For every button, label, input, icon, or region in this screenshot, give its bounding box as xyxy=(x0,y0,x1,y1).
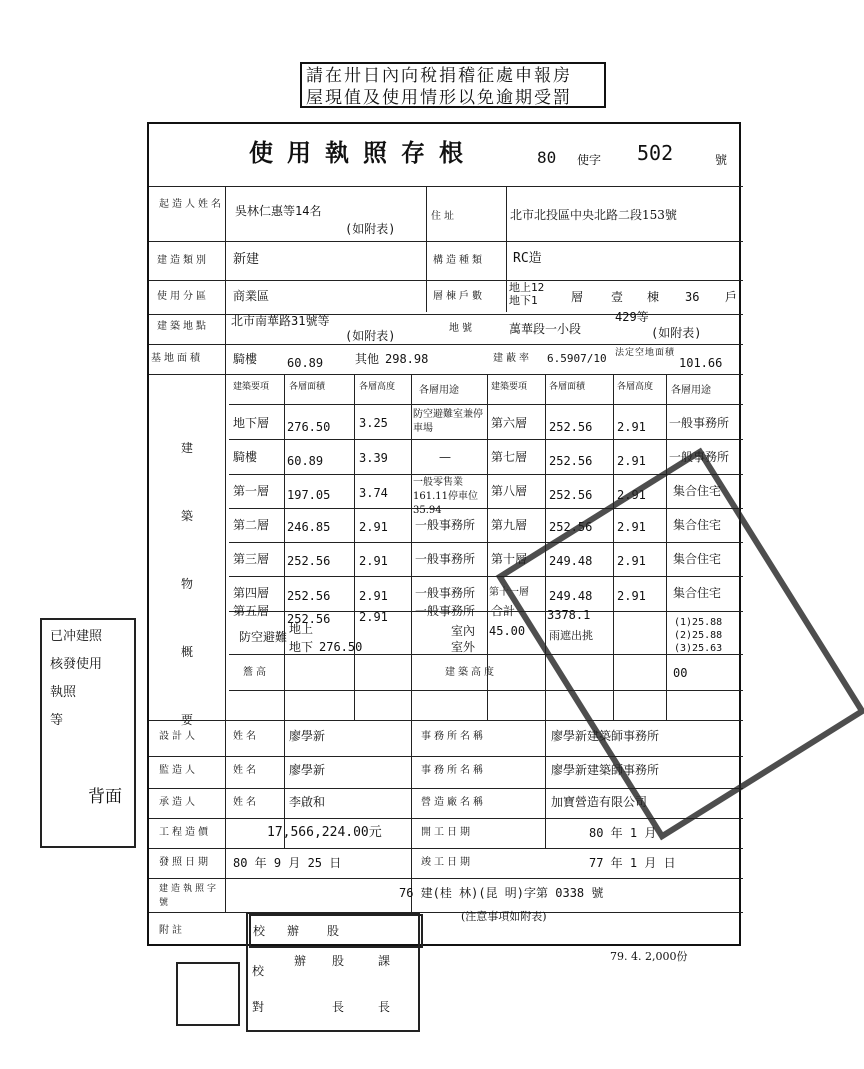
floor-height: 2.91 xyxy=(359,554,388,568)
arcade-label: 騎樓 xyxy=(233,352,258,366)
supervisor-name-label: 姓名 xyxy=(233,765,259,776)
contractor-firm: 加寶營造有限公司 xyxy=(551,795,648,809)
sig-5: 長 xyxy=(332,1000,345,1014)
supervisor-name: 廖學新 xyxy=(289,763,326,777)
supervisor-office: 廖學新建築師事務所 xyxy=(551,763,660,777)
side-char-2: 築 xyxy=(181,509,194,523)
outdoor-label: 室外 xyxy=(451,640,476,654)
notice-line-1: 請在卅日內向稅捐稽征處申報房 xyxy=(306,66,572,86)
floors-down: 地下1 xyxy=(509,294,538,307)
floor-name: 第六層 xyxy=(491,416,528,430)
use-zone-value: 商業區 xyxy=(233,289,270,303)
bcr-value: 6.5907/10 xyxy=(547,352,607,365)
contractor-label: 承造人 xyxy=(159,797,198,808)
open-space-value: 101.66 xyxy=(679,356,723,370)
floor-height: 2.91 xyxy=(359,520,388,534)
sig-2: 對 xyxy=(252,1000,265,1014)
floor-use: 集合住宅 xyxy=(673,552,722,566)
floor-area: 252.56 xyxy=(287,554,331,568)
floor-use: 一般事務所 xyxy=(415,586,476,600)
floor-area: 197.05 xyxy=(287,488,331,502)
address-label: 住址 xyxy=(431,211,457,222)
left-stamp-line-4: 等 xyxy=(50,713,64,728)
floor-use: — xyxy=(439,450,451,464)
floor-name: 第二層 xyxy=(233,518,270,532)
bottom-seal xyxy=(176,962,240,1026)
floor-use: 集合住宅 xyxy=(673,484,722,498)
hu-unit: 戶 xyxy=(725,290,738,304)
side-char-4: 概 xyxy=(181,645,194,659)
floor-name: 第七層 xyxy=(491,450,528,464)
permit-number: 502 xyxy=(637,141,674,165)
approval-1: 校 xyxy=(253,924,266,938)
attach-note: (注意事項如附表) xyxy=(461,910,547,923)
floor-area: 60.89 xyxy=(287,454,324,468)
floors-up: 地上12 xyxy=(509,281,545,294)
floor-name: 第一層 xyxy=(233,484,270,498)
floor-area: 252.56 xyxy=(287,612,331,626)
complete-date-value: 77 年 1 月 日 xyxy=(589,856,676,870)
floor-name: 第八層 xyxy=(491,484,528,498)
cost-label: 工程造價 xyxy=(159,827,211,838)
floor-use: 集合住宅 xyxy=(673,586,722,600)
attach-label: 附註 xyxy=(159,925,185,936)
floor-use: 一般事務所 xyxy=(669,416,730,430)
start-date-value: 80 年 1 月 xyxy=(589,826,657,840)
buildings-count: 壹 xyxy=(611,290,624,304)
build-type-value: 新建 xyxy=(233,252,260,267)
contractor-name-label: 姓名 xyxy=(233,797,259,808)
sig-1: 校 xyxy=(252,964,265,978)
lot-note: (如附表) xyxy=(651,326,702,340)
floor-area: 252.56 xyxy=(287,589,331,603)
floor-name: 地下層 xyxy=(233,416,270,430)
permit-year: 80 xyxy=(537,148,557,167)
shelter-indoor-area: 45.00 xyxy=(489,624,526,638)
eaves-label: 簷高 xyxy=(243,667,269,678)
notice-line-2: 屋現值及使用情形以免逾期受罰 xyxy=(306,88,572,108)
lot-label: 地號 xyxy=(449,323,475,334)
tax-notice-box xyxy=(300,62,606,108)
structure-value: RC造 xyxy=(513,251,542,266)
building-summary-side-label xyxy=(181,414,195,754)
arcade-area: 60.89 xyxy=(287,356,324,370)
print-info: 79. 4. 2,000份 xyxy=(610,950,688,963)
permit-zi: 使字 xyxy=(577,153,602,167)
left-stamp-line-5: 背面 xyxy=(88,787,122,807)
form-title: 使用執照存根 xyxy=(249,138,477,167)
floor-height: 2.91 xyxy=(359,589,388,603)
right-margin-stamp-text xyxy=(748,150,788,450)
issue-date-value: 80 年 9 月 25 日 xyxy=(233,856,342,870)
site-value: 北市南華路31號等 xyxy=(231,314,330,328)
contractor-name: 李啟和 xyxy=(289,795,326,809)
indoor-label: 室內 xyxy=(451,624,476,638)
side-char-1: 建 xyxy=(181,441,194,455)
floor-height: 2.91 xyxy=(617,488,646,502)
floor-use: 一般零售業161.11停車位35.94 xyxy=(413,477,478,516)
open-space-label: 法定空地面積 xyxy=(615,348,676,358)
floors-unit: 層 xyxy=(571,290,584,304)
permit-no-value: 76 建(桂 林)(昆 明)字第 0338 號 xyxy=(399,886,604,900)
floor-height: 3.39 xyxy=(359,451,388,465)
shelter-label: 防空避難 xyxy=(239,630,288,644)
lot-number: 429等 xyxy=(615,310,649,324)
above-label: 地上 xyxy=(289,622,314,636)
households-count: 36 xyxy=(685,290,700,304)
side-char-5: 要 xyxy=(181,713,194,727)
col-area-right: 各層面積 xyxy=(549,382,586,392)
supervisor-office-label: 事務所名稱 xyxy=(421,765,486,776)
floor-use: 一般事務所 xyxy=(415,552,476,566)
floor-height: 2.91 xyxy=(617,454,646,468)
floor-area: 252.56 xyxy=(549,420,593,434)
floor-use: 一般事務所 xyxy=(415,604,476,618)
designer-office-label: 事務所名稱 xyxy=(421,731,486,742)
col-item-right: 建築要項 xyxy=(491,382,528,392)
left-side-stamp xyxy=(40,618,136,848)
floor-name: 第五層 xyxy=(233,604,270,618)
floor-area: 249.48 xyxy=(549,589,593,603)
start-date-label: 開工日期 xyxy=(421,827,473,838)
designer-label: 設計人 xyxy=(159,731,198,742)
floor-area: 3378.1 xyxy=(547,608,591,622)
sig-3: 辦 xyxy=(294,954,307,968)
permit-no-label: 建造執照字號 xyxy=(159,884,220,908)
floor-area: 246.85 xyxy=(287,520,331,534)
floor-area: 276.50 xyxy=(287,420,331,434)
shelter-below-area: 276.50 xyxy=(319,640,363,654)
overhang-label: 雨遮出挑 xyxy=(549,629,593,642)
applicant-label: 起造人姓名 xyxy=(159,199,224,210)
col-area-left: 各層面積 xyxy=(289,382,326,392)
floor-name: 第九層 xyxy=(491,518,528,532)
approval-3: 辦 xyxy=(287,924,300,938)
structure-label: 構造種類 xyxy=(433,255,485,266)
floor-use: 防空避難室兼停車場 xyxy=(413,409,483,434)
overhang-2: (2)25.88 xyxy=(674,630,723,641)
floor-use: 集合住宅 xyxy=(673,518,722,532)
designer-office: 廖學新建築師事務所 xyxy=(551,729,660,743)
applicant-note: (如附表) xyxy=(345,222,396,236)
col-height-left: 各層高度 xyxy=(359,382,396,392)
floor-area: 252.56 xyxy=(549,454,593,468)
col-item-left: 建築要項 xyxy=(233,382,270,392)
complete-date-label: 竣工日期 xyxy=(421,857,473,868)
build-type-label: 建造類別 xyxy=(157,255,209,266)
supervisor-label: 監造人 xyxy=(159,765,198,776)
left-stamp-line-1: 已冲建照 xyxy=(50,629,103,644)
site-note: (如附表) xyxy=(345,329,396,343)
site-label: 建築地點 xyxy=(157,321,209,332)
floor-area: 252.56 xyxy=(549,520,593,534)
floor-use: 一般事務所 xyxy=(415,518,476,532)
building-height-label: 建築高度 xyxy=(445,667,497,678)
col-height-right: 各層高度 xyxy=(617,382,654,392)
floor-name: 合計 xyxy=(491,604,516,618)
address-value: 北市北投區中央北路二段153號 xyxy=(510,208,677,222)
left-stamp-line-3: 執照 xyxy=(50,685,77,700)
sig-4: 股 xyxy=(332,954,345,968)
col-use-left: 各層用途 xyxy=(419,385,459,396)
applicant-name: 吳林仁惠等14名 xyxy=(235,204,322,218)
floor-height: 2.91 xyxy=(617,420,646,434)
floor-name: 第四層 xyxy=(233,586,270,600)
sig-6: 課 xyxy=(378,954,391,968)
other-label: 其他 xyxy=(355,352,380,366)
floor-height: 2.91 xyxy=(617,520,646,534)
dong-unit: 棟 xyxy=(647,290,660,304)
floor-height: 3.25 xyxy=(359,416,388,430)
floor-height: 3.74 xyxy=(359,486,388,500)
cost-value: 17,566,224.00元 xyxy=(267,825,382,840)
floor-area: 252.56 xyxy=(549,488,593,502)
below-label: 地下 xyxy=(289,640,314,654)
approval-4: 股 xyxy=(327,924,340,938)
floor-name: 第十層 xyxy=(491,552,528,566)
floor-area: 249.48 xyxy=(549,554,593,568)
floor-height: 2.91 xyxy=(617,554,646,568)
site-area-label: 基地面積 xyxy=(151,353,203,364)
overhang-3: (3)25.63 xyxy=(674,643,723,654)
col-use-right: 各層用途 xyxy=(671,385,711,396)
floor-name: 騎樓 xyxy=(233,450,258,464)
side-char-3: 物 xyxy=(181,577,194,591)
contractor-firm-label: 營造廠名稱 xyxy=(421,797,486,808)
use-zone-label: 使用分區 xyxy=(157,291,209,302)
lot-value: 萬華段一小段 xyxy=(509,322,582,336)
issue-date-label: 發照日期 xyxy=(159,857,211,868)
floor-height: 2.91 xyxy=(359,610,388,624)
floor-name: 第三層 xyxy=(233,552,270,566)
bcr-label: 建蔽率 xyxy=(493,353,532,364)
floor-name: 第十一層 xyxy=(489,587,529,598)
building-height-value: 00 xyxy=(673,666,688,680)
floor-height: 2.91 xyxy=(617,589,646,603)
sig-7: 長 xyxy=(378,1000,391,1014)
designer-name: 廖學新 xyxy=(289,729,326,743)
floor-use: 一般事務所 xyxy=(669,450,730,464)
overhang-1: (1)25.88 xyxy=(674,617,723,628)
approval-signature-block xyxy=(246,912,420,1032)
left-stamp-line-2: 核發使用 xyxy=(50,657,103,672)
designer-name-label: 姓名 xyxy=(233,731,259,742)
other-area: 298.98 xyxy=(385,352,429,366)
permit-hao: 號 xyxy=(715,153,728,167)
floors-label: 層棟戶數 xyxy=(433,291,485,302)
